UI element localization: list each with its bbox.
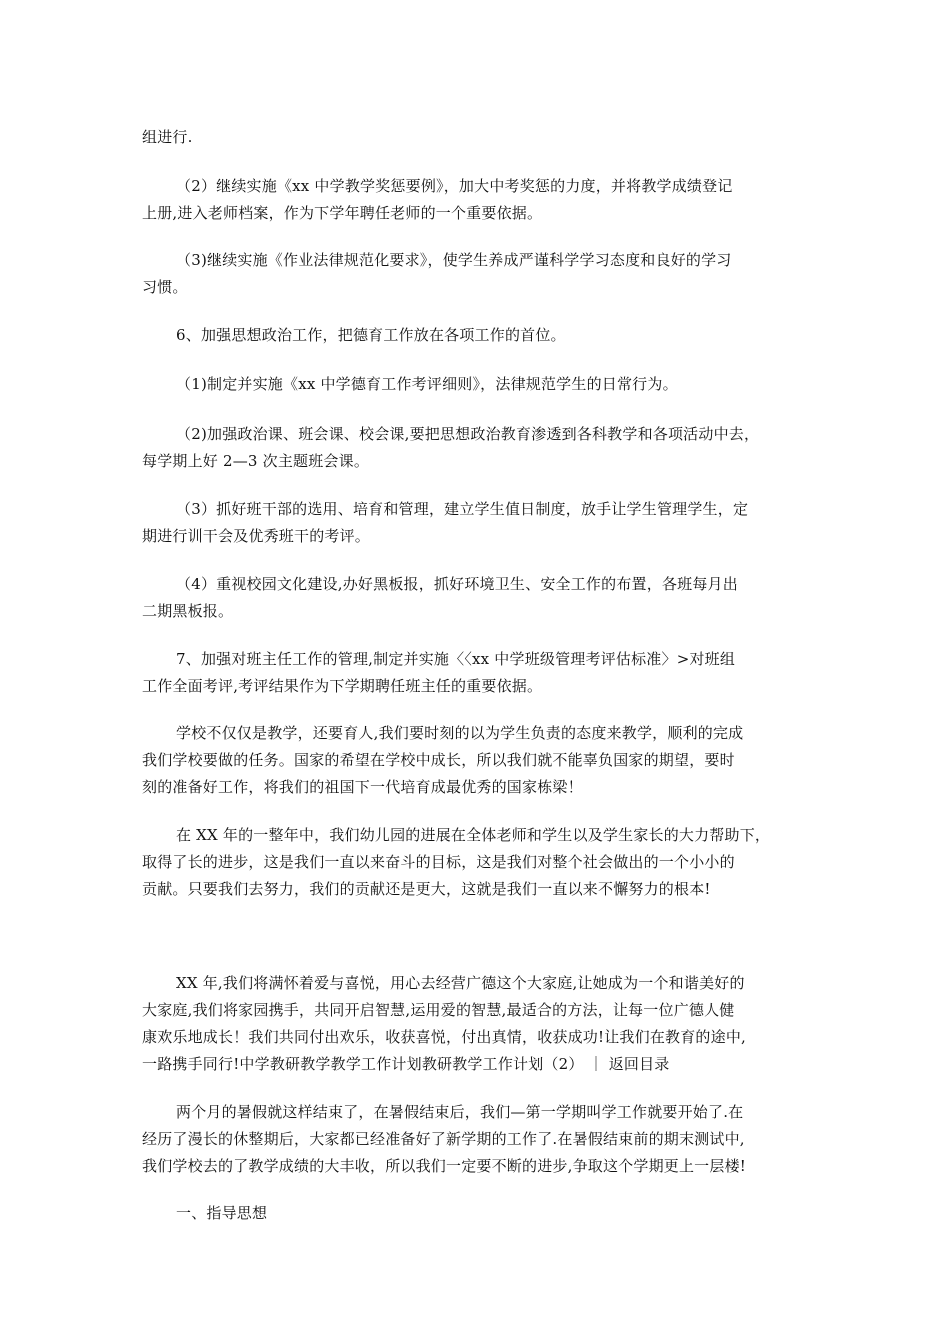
- text-line: 期进行训干会及优秀班干的考评。: [142, 527, 371, 545]
- text-line: 贡献。只要我们去努力，我们的贡献还是更大，这就是我们一直以来不懈努力的根本!: [142, 880, 711, 898]
- text-line: 组进行.: [142, 128, 193, 146]
- text-line: XX 年,我们将满怀着爱与喜悦，用心去经营广德这个大家庭,让她成为一个和谐美好的: [176, 974, 745, 992]
- text-line: 我们学校要做的任务。国家的希望在学校中成长，所以我们就不能辜负国家的期望，要时: [142, 751, 735, 769]
- text-line: 一路携手同行!中学教研教学教学工作计划教研教学工作计划（2） ｜ 返回目录: [142, 1055, 670, 1073]
- section-heading: 一、指导思想: [176, 1204, 268, 1222]
- text-line: 在 XX 年的一整年中，我们幼儿园的进展在全体老师和学生以及学生家长的大力帮助下，: [176, 826, 771, 844]
- text-line: 两个月的暑假就这样结束了，在暑假结束后，我们—第一学期叫学工作就要开始了.在: [176, 1103, 744, 1121]
- text-line: （2)加强政治课、班会课、校会课,要把思想政治教育渗透到各科教学和各项活动中去，: [176, 425, 760, 443]
- text-line: 取得了长的进步，这是我们一直以来奋斗的目标，这是我们对整个社会做出的一个小小的: [142, 853, 735, 871]
- text-line: 我们学校去的了教学成绩的大丰收，所以我们一定要不断的进步,争取这个学期更上一层楼!: [142, 1157, 746, 1175]
- text-line: （3)继续实施《作业法律规范化要求》，使学生养成严谨科学学习态度和良好的学习: [176, 251, 732, 269]
- text-line: 7、加强对班主任工作的管理,制定并实施〈〈xx 中学班级管理考评估标准〉>对班组: [176, 650, 736, 668]
- text-line: （2）继续实施《xx 中学教学奖惩要例》，加大中考奖惩的力度，并将教学成绩登记: [176, 177, 733, 195]
- text-line: 6、加强思想政治工作，把德育工作放在各项工作的首位。: [176, 326, 566, 344]
- text-line: （3）抓好班干部的选用、培育和管理，建立学生值日制度，放手让学生管理学生，定: [176, 500, 749, 518]
- text-line: 大家庭,我们将家园携手，共同开启智慧,运用爱的智慧,最适合的方法，让每一位广德人健: [142, 1001, 735, 1019]
- text-line: 刻的准备好工作，将我们的祖国下一代培育成最优秀的国家栋梁！: [142, 778, 583, 796]
- text-line: 每学期上好 2—3 次主题班会课。: [142, 452, 370, 470]
- text-line: 学校不仅仅是教学，还要育人,我们要时刻的以为学生负责的态度来教学，顺利的完成: [176, 724, 744, 742]
- text-line: 二期黑板报。: [142, 602, 234, 620]
- text-line: 工作全面考评,考评结果作为下学期聘任班主任的重要依据。: [142, 677, 543, 695]
- text-line: 习惯。: [142, 278, 188, 296]
- text-line: （4）重视校园文化建设,办好黑板报，抓好环境卫生、安全工作的布置，各班每月出: [176, 575, 738, 593]
- text-line: 康欢乐地成长！我们共同付出欢乐，收获喜悦，付出真情，收获成功!让我们在教育的途中,: [142, 1028, 746, 1046]
- text-line: 上册,进入老师档案，作为下学年聘任老师的一个重要依据。: [142, 204, 543, 222]
- text-line: 经历了漫长的休整期后，大家都已经准备好了新学期的工作了.在暑假结束前的期末测试中,: [142, 1130, 745, 1148]
- text-line: （1)制定并实施《xx 中学德育工作考评细则》，法律规范学生的日常行为。: [176, 375, 678, 393]
